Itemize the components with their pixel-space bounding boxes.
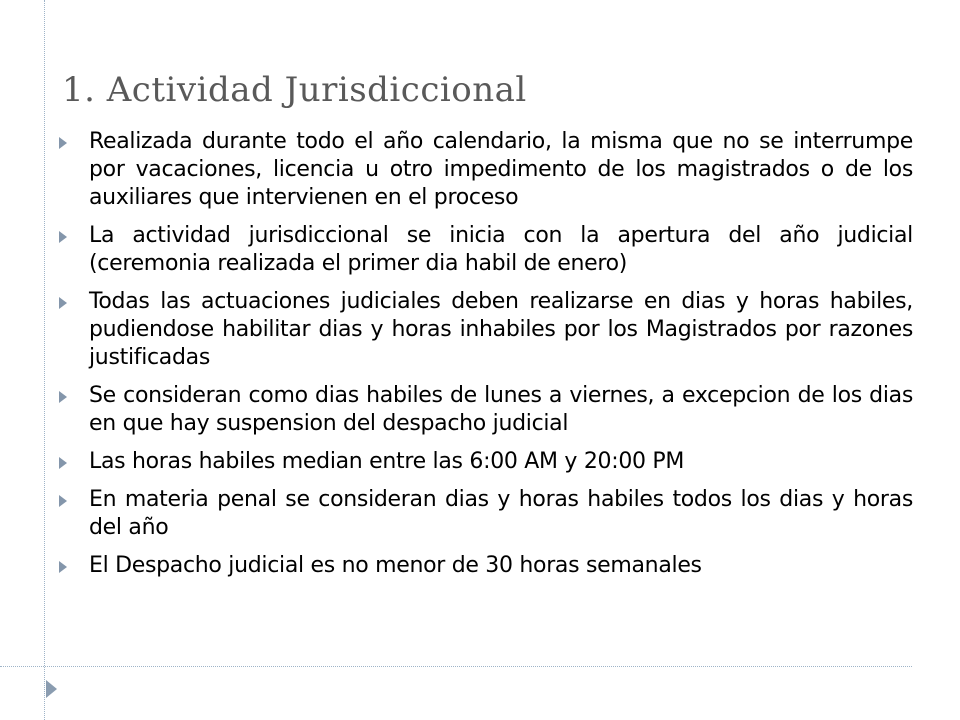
bullet-text: El Despacho judicial es no menor de 30 horas semanales — [89, 553, 702, 578]
triangle-right-icon — [59, 495, 67, 507]
left-dotted-rule — [44, 0, 45, 720]
bullet-item — [55, 552, 913, 580]
triangle-right-icon — [59, 561, 67, 573]
bullet-text: En materia penal se consideran dias y horas habiles todos los dias y horas del año — [89, 487, 913, 540]
triangle-right-icon — [59, 391, 67, 403]
bullet-item — [55, 486, 913, 542]
triangle-right-icon — [59, 137, 67, 149]
bottom-dotted-rule — [0, 666, 912, 667]
bullet-text: Todas las actuaciones judiciales deben realizarse en dias y horas habiles, pudiendose habilitar dias y horas inhabiles por los Magistrados por razones justificadas — [89, 289, 913, 370]
corner-triangle-icon — [46, 680, 57, 698]
bullet-list — [55, 128, 913, 590]
triangle-right-icon — [59, 457, 67, 469]
bullet-text: Se consideran como dias habiles de lunes a viernes, a excepcion de los dias en que hay suspension del despacho judicial — [89, 383, 913, 436]
triangle-right-icon — [59, 297, 67, 309]
bullet-item — [55, 288, 913, 372]
bullet-text: Realizada durante todo el año calendario, la misma que no se interrumpe por vacaciones, licencia u otro impedimento de los magistrados o de los auxiliares que intervienen en el proceso — [89, 129, 913, 210]
bullet-text: Las horas habiles median entre las 6:00 AM y 20:00 PM — [89, 449, 685, 474]
bullet-text: La actividad jurisdiccional se inicia con la apertura del año judicial (ceremonia realizada el primer dia habil de enero) — [89, 223, 913, 276]
bullet-item — [55, 382, 913, 438]
bullet-item — [55, 128, 913, 212]
slide-title: 1. Actividad Jurisdiccional — [62, 70, 527, 110]
bullet-item — [55, 222, 913, 278]
bullet-item — [55, 448, 913, 476]
triangle-right-icon — [59, 231, 67, 243]
